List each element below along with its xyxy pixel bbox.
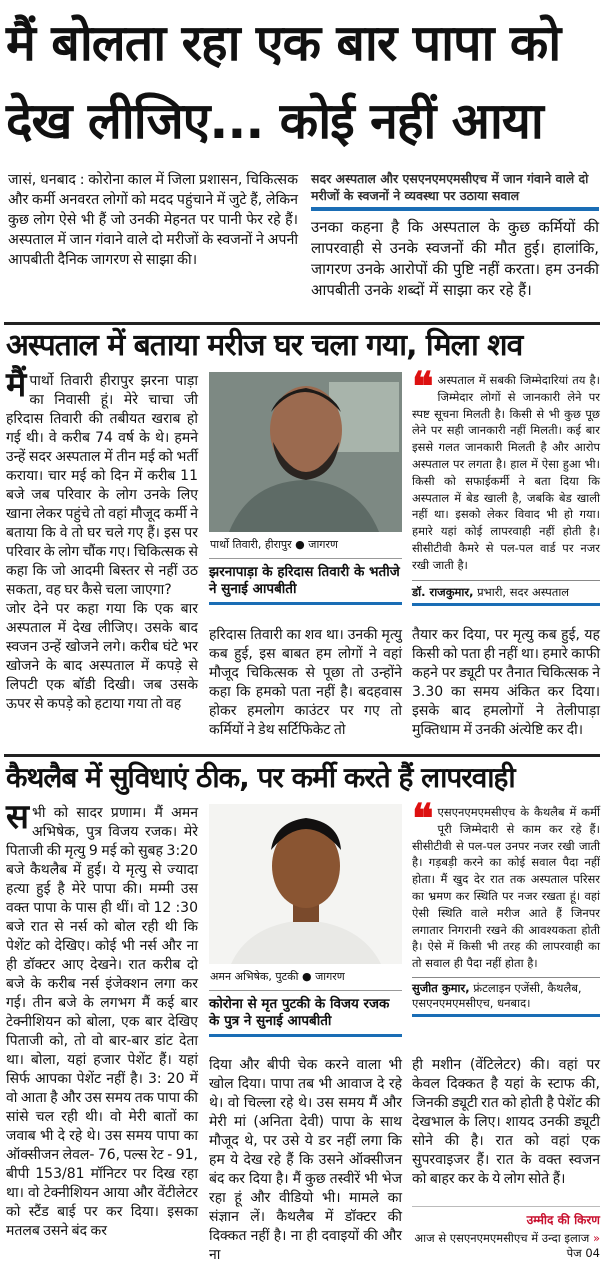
promo-title: उम्मीद की किरण bbox=[526, 1213, 600, 1227]
story2-subhead: कोरोना से मृत पुटकी के विजय रजक के पुत्र ने सुनाई आपबीती bbox=[209, 996, 390, 1029]
story2-photo-caption: अमन अभिषेक, पुटकी ● जागरण bbox=[210, 970, 345, 983]
story2-heading: कैथलैब में सुविधाएं ठीक, पर कर्मी करते हैं लापरवाही bbox=[6, 761, 515, 794]
promo-text: आज से एसएनएमएमसीएच में उन्दा इलाज » पेज 04 bbox=[414, 1231, 600, 1260]
dropcap: मैं bbox=[6, 365, 27, 405]
story2-quote-box bbox=[412, 795, 600, 1017]
story2-column-2: दिया और बीपी चेक करने वाला भी खोल दिया। पापा तब भी आवाज दे रहे थे। वो चिल्ला रहे थे। उस समय मैं और मेरी मां (अनिता देवी) पापा के साथ मौजूद थे, पर उसे ये डर नहीं लगा कि हम ये देख रहे हैं कि उसने ऑक्सीजन बंद कर दिया है। मैं कुछ तस्वीरें भी भेज रहा हूं और वीडियो भी। मामले का संज्ञान लें। कैथलैब में डॉक्टर की दिक्कत नहीं है। ना ही दवाइयों की और ना bbox=[209, 1057, 402, 1263]
story1-column-3: तैयार कर दिया, पर मृत्यु कब हुई, यह किसी को पता ही नहीं था। हमारे काफी कहने पर ड्यूटी पर तैनात चिकित्सक ने 3.30 का समय अंकित कर दिया। इसके बाद हमलोगों ने तेलीपाड़ा मुक्तिधाम में उनकी अंत्येष्टि कर दी। bbox=[412, 627, 600, 738]
headline bbox=[6, 4, 600, 160]
subhead-rule bbox=[209, 1034, 402, 1037]
headline-line-1: मैं बोलता रहा एक बार पापा को bbox=[6, 14, 561, 72]
story2-column-1: सभी को सादर प्रणाम। मैं अमन अभिषेक, पुत्र विजय रजक। मेरे पिताजी की मृत्यु 9 मई को सुबह 3:20 बजे कैथलैब में हुई। ये मृत्यु से ज्यादा हत्या हुई है मेरे पापा की। मम्मी उस वक्त पापा के पास ही थीं। वो 12 :30 बजे रात से नर्स को बोल रही थी कि पेशेंट को देखिए। कोई भी नर्स और ना ही डॉक्टर आए देखने। रात करीब दो बजे के करीब नर्स इंजेक्शन लगा कर गई। तीन बजे के लगभग मैं कई बार टेक्नीशियन को बोला, एक बार देखिए पिताजी को, तो वो बार-बार डांट देता था। बोला, यहां हजार पेशेंट हैं। यहां सिर्फ आपका पेशेंट नहीं है। 3: 20 में वो आता है और उस समय तक पापा की सांसे चल रही थी। वो मेरी बातों का जवाब भी दे रहे थे। उस समय पापा का ऑक्सीजन लेवल- 76, पल्स रेट - 91, बीपी 153/81 मॉनिटर पर दिख रहा था। वो टेक्नीशियन आया और वेंटीलेटर को स्टैंड बाई पर कर दिया। इसका मतलब उसने बंद कर bbox=[6, 797, 198, 1239]
photo-aman-abhishek bbox=[209, 804, 402, 964]
deck-subheading: सदर अस्पताल और एसएनएमएमसीएच में जान गंवाने वाले दो मरीजों के स्वजनों ने व्यवस्था पर उठाया सवाल bbox=[311, 171, 589, 203]
headline-line-2: देख लीजिए... कोई नहीं आया bbox=[6, 92, 543, 150]
quote-mark-icon: ❝ bbox=[412, 795, 434, 842]
story1-subhead-box bbox=[209, 558, 402, 605]
story2-rule bbox=[4, 754, 600, 757]
story1-quote-attrib: डॉ. राजकुमार, प्रभारी, सदर अस्पताल bbox=[412, 580, 600, 600]
quote-rule bbox=[412, 1014, 600, 1017]
story1-quote-box bbox=[412, 363, 600, 606]
portrait-image bbox=[209, 804, 402, 964]
portrait-image bbox=[209, 372, 402, 532]
story1-column-2: हरिदास तिवारी का शव था। उनकी मृत्यु कब हुई, इस बाबत हम लोगों ने वहां मौजूद चिकित्सक से पूछा तो उन्होंने कहा कि हमको पता नहीं है। बदहवास होकर हमलोग काउंटर पर गए तो कर्मियों ने डेथ सर्टिफिकेट तो bbox=[209, 627, 402, 738]
story1-column-1: मैंपार्थो तिवारी हीरापुर झरना पाड़ा का निवासी हूं। मेरे चाचा जी हरिदास तिवारी की तबीयत खराब हो गई थी। वे करीब 74 वर्ष के थे। हमने उन्हें सदर अस्पताल में तीन मई को भर्ती कराया। चार मई को दिन में करीब 11 बजे जब परिवार के लोग उनके लिए खाना लेकर पहुंचे तो वहां मौजूद कर्मी ने बताया कि वे तो घर चले गए हैं। इस पर परिवार के लोग चौंक गए। चिकित्सक से कहा कि जो आदमी बिस्तर से नहीं उठ सकता, वह घर कैसे चला जाएगा? जोर देने पर कहा गया कि एक बार अस्पताल में देख लीजिए। उसके बाद स्वजन उन्हें खोजने लगे। करीब घंटे भर खोजने के बाद अस्पताल में कपड़े से लिपटी एक बॉडी दिखी। जब उसके ऊपर से कपड़े को हटाया गया तो वह bbox=[6, 365, 198, 712]
intro-deck bbox=[311, 170, 599, 301]
photo-partho-tiwari bbox=[209, 372, 402, 532]
story2-quote: एसएनएमएमसीएच के कैथलैब में कर्मी पूरी जिम्मेदारी से काम कर रहे हैं। सीसीटीवी से पल-पल उनपर नजर रखी जाती है। गड़बड़ी करने का कोई सवाल पैदा नहीं होता। मैं खुद देर रात तक अस्पताल परिसर का भ्रमण कर स्थिति पर नजर रखता हूं। वहां ऐसी स्थिति वाले मरीज आते हैं जिनपर लगातार निगरानी रखने की आवश्यकता होती है। ऐसे में किसी भी तरह की लापरवाही का तो सवाल ही पैदा नहीं होता है। bbox=[412, 805, 600, 971]
story1-quote: अस्पताल में सबकी जिम्मेदारियां तय है। जिम्मेदार लोगों से जानकारी लेने पर स्पष्ट सूचना मिलती है। किसी से भी कुछ पूछ लेने पर सही जानकारी नहीं मिलती। कई बार इससे गलत जानकारी मिलती है और आरोप अस्पताल पर लगता है। हाल में ऐसा हुआ भी। किसी को सफाईकर्मी ने बता दिया कि अस्पताल में बेड खाली है, जबकि बेड खाली नहीं था। इसको लेकर विवाद भी हो गया। हमारे यहां कोई लापरवाही नहीं होती है। सीसीटीवी कैमरे से पल-पल वार्ड पर नजर रखी जाती है। bbox=[412, 373, 600, 572]
story1-heading: अस्पताल में बताया मरीज घर चला गया, मिला शव bbox=[6, 328, 523, 363]
story2-quote-attrib: सुजीत कुमार, फ्रंटलाइन एजेंसी, कैथलैब, एसएनएमएमसीएच, धनबाद। bbox=[412, 977, 600, 1011]
story2-subhead-box bbox=[209, 990, 402, 1037]
deck-rule bbox=[311, 207, 599, 211]
chevron-right-icon: » bbox=[592, 1231, 600, 1245]
dropcap: स bbox=[6, 797, 29, 837]
promo-box[interactable] bbox=[412, 1206, 600, 1261]
intro-text: जासं, धनबाद : कोरोना काल में जिला प्रशासन, चिकित्सक और कर्मी अनवरत लोगों को मदद पहुंचाने में जुटे हैं, लेकिन कुछ लोग ऐसे भी हैं जो उनकी मेहनत पर पानी फेर रहे हैं। अस्पताल में जान गंवाने वाले दो मरीजों के स्वजनों ने अपनी आपबीती दैनिक जागरण से साझा की। bbox=[8, 172, 298, 268]
story1-photo-caption: पार्थो तिवारी, हीरापुर ● जागरण bbox=[210, 538, 338, 551]
quote-rule bbox=[412, 603, 600, 606]
story1-rule bbox=[4, 322, 600, 325]
story1-subhead: झरनापाड़ा के हरिदास तिवारी के भतीजे ने सुनाई आपबीती bbox=[209, 564, 400, 597]
story2-column-3: ही मशीन (वेंटिलेटर) की। वहां पर केवल दिक्कत है यहां के स्टाफ की, जिनकी ड्यूटी रात को होती है पेशेंट की देखभाल के लिए। शायद उनकी ड्यूटी सोने की है। रात को वहां एक सुपरवाइजर हैं। रात के वक्त स्वजन को बाहर कर के ये लोग सोते हैं। bbox=[412, 1057, 600, 1187]
quote-mark-icon: ❝ bbox=[412, 363, 434, 410]
deck-text: उनका कहना है कि अस्पताल के कुछ कर्मियों की लापरवाही से उनके स्वजनों की मौत हुई। हालांकि, जागरण उनके आरोपों की पुष्टि नहीं करता। हम उनकी आपबीती उनके शब्दों में साझा कर रहे हैं। bbox=[311, 218, 599, 299]
subhead-rule bbox=[209, 602, 402, 605]
